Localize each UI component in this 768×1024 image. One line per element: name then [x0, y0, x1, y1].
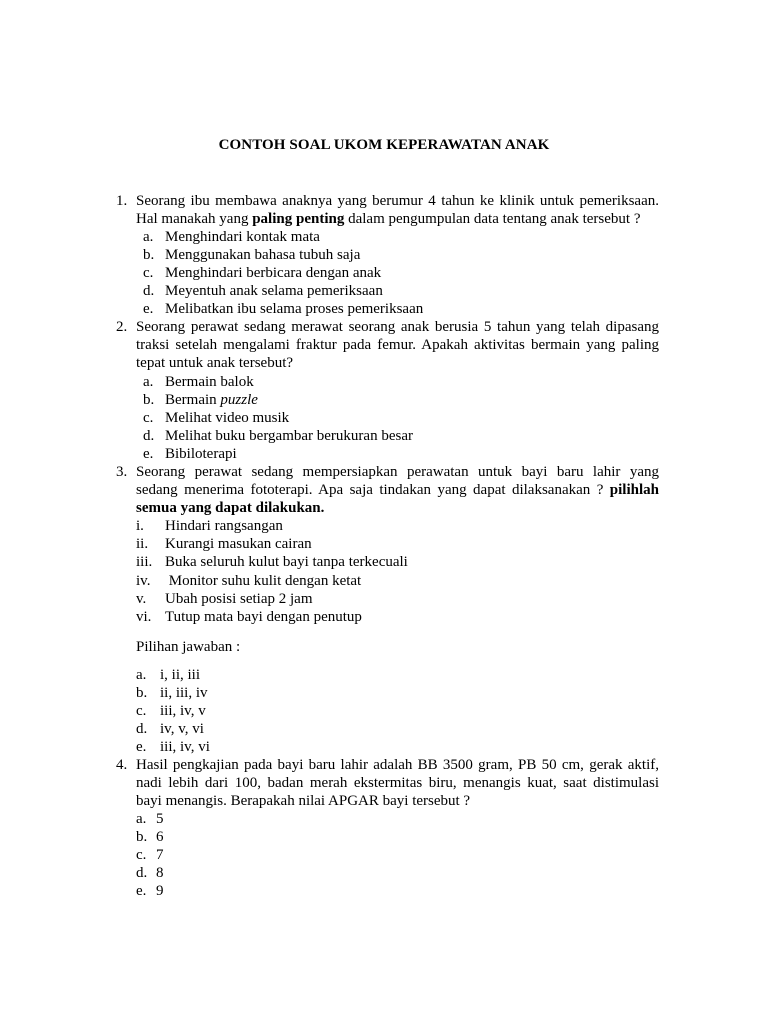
- question-4-line-2: nadi lebih dari 100, badan merah ekstermitas biru, menangis kuat, saat distimulasi: [136, 775, 659, 791]
- question-4-line-1: Hasil pengkajian pada bayi baru lahir adalah BB 3500 gram, PB 50 cm, gerak aktif,: [136, 757, 659, 773]
- question-1-number: 1.: [116, 193, 128, 209]
- question-4-number: 4.: [116, 757, 128, 773]
- question-2-number: 2.: [116, 319, 128, 335]
- question-3-line-3: semua yang dapat dilakukan.: [136, 500, 325, 516]
- question-2-line-3: tepat untuk anak tersebut?: [136, 355, 294, 371]
- document-page: CONTOH SOAL UKOM KEPERAWATAN ANAK 1. Seorang ibu membawa anaknya yang berumur 4 tahun ke klinik untuk pemeriksaan. Hal manakah yang paling penting dalam pengumpulan data tentang anak tersebut ? a. Menghindari kontak mata b. Menggunakan bahasa tubuh saja c. Menghindari berbicara dengan anak d. Meyentuh anak selama pemeriksaan e. Melibatkan ibu selama proses pemeriksaan 2. Seorang perawat sedang merawat seorang anak berusia 5 tahun yang telah dipasang traksi setelah mengalami fraktur pada femur. Apakah aktivitas bermain yang paling tepat untuk anak tersebut? a. Bermain balok b. Bermain puzzle c. Melihat video musik d. Melihat buku bergambar berukuran besar e. Bibiloterapi 3. Seorang perawat sedang mempersiapkan perawatan untuk bayi baru lahir yang sedang menerima fototerapi. Apa saja tindakan yang dapat dilaksanakan ? pilihlah semua yang dapat dilakukan. i. Hindari rangsangan ii. Kurangi masukan cairan iii. Buka seluruh kulut bayi tanpa terkecuali iv. Monitor suhu kulit dengan ketat v. Ubah posisi setiap 2 jam vi. Tutup mata bayi dengan penutup Pilihan jawaban : a. i, ii, iii b. ii, iii, iv c. iii, iv, v d. iv, v, vi e. iii, iv, vi 4. Hasil pengkajian pada bayi baru lahir adalah BB 3500 gram, PB 50 cm, gerak aktif, nadi lebih dari 100, badan merah ekstermitas biru, menangis kuat, saat distimulasi bayi menangis. Berapakah nilai APGAR bayi tersebut ? a. 5 b. 6 c. 7 d. 8 e. 9: [0, 0, 768, 1024]
- question-3-number: 3.: [116, 464, 128, 480]
- question-4-line-3: bayi menangis. Berapakah nilai APGAR bayi tersebut ?: [136, 793, 471, 809]
- document-title: CONTOH SOAL UKOM KEPERAWATAN ANAK: [218, 137, 550, 153]
- question-1-line-1: Seorang ibu membawa anaknya yang berumur 4 tahun ke klinik untuk pemeriksaan.: [136, 193, 659, 209]
- question-3-choices-heading: Pilihan jawaban :: [136, 639, 241, 655]
- question-3-line-2: sedang menerima fototerapi. Apa saja tindakan yang dapat dilaksanakan ? pilihlah: [136, 482, 659, 498]
- question-1-line-2: Hal manakah yang paling penting dalam pengumpulan data tentang anak tersebut ?: [136, 211, 641, 227]
- question-3-line-1: Seorang perawat sedang mempersiapkan perawatan untuk bayi baru lahir yang: [136, 464, 659, 480]
- question-2-line-2: traksi setelah mengalami fraktur pada femur. Apakah aktivitas bermain yang paling: [136, 337, 659, 353]
- question-2-line-1: Seorang perawat sedang merawat seorang anak berusia 5 tahun yang telah dipasang: [136, 319, 659, 335]
